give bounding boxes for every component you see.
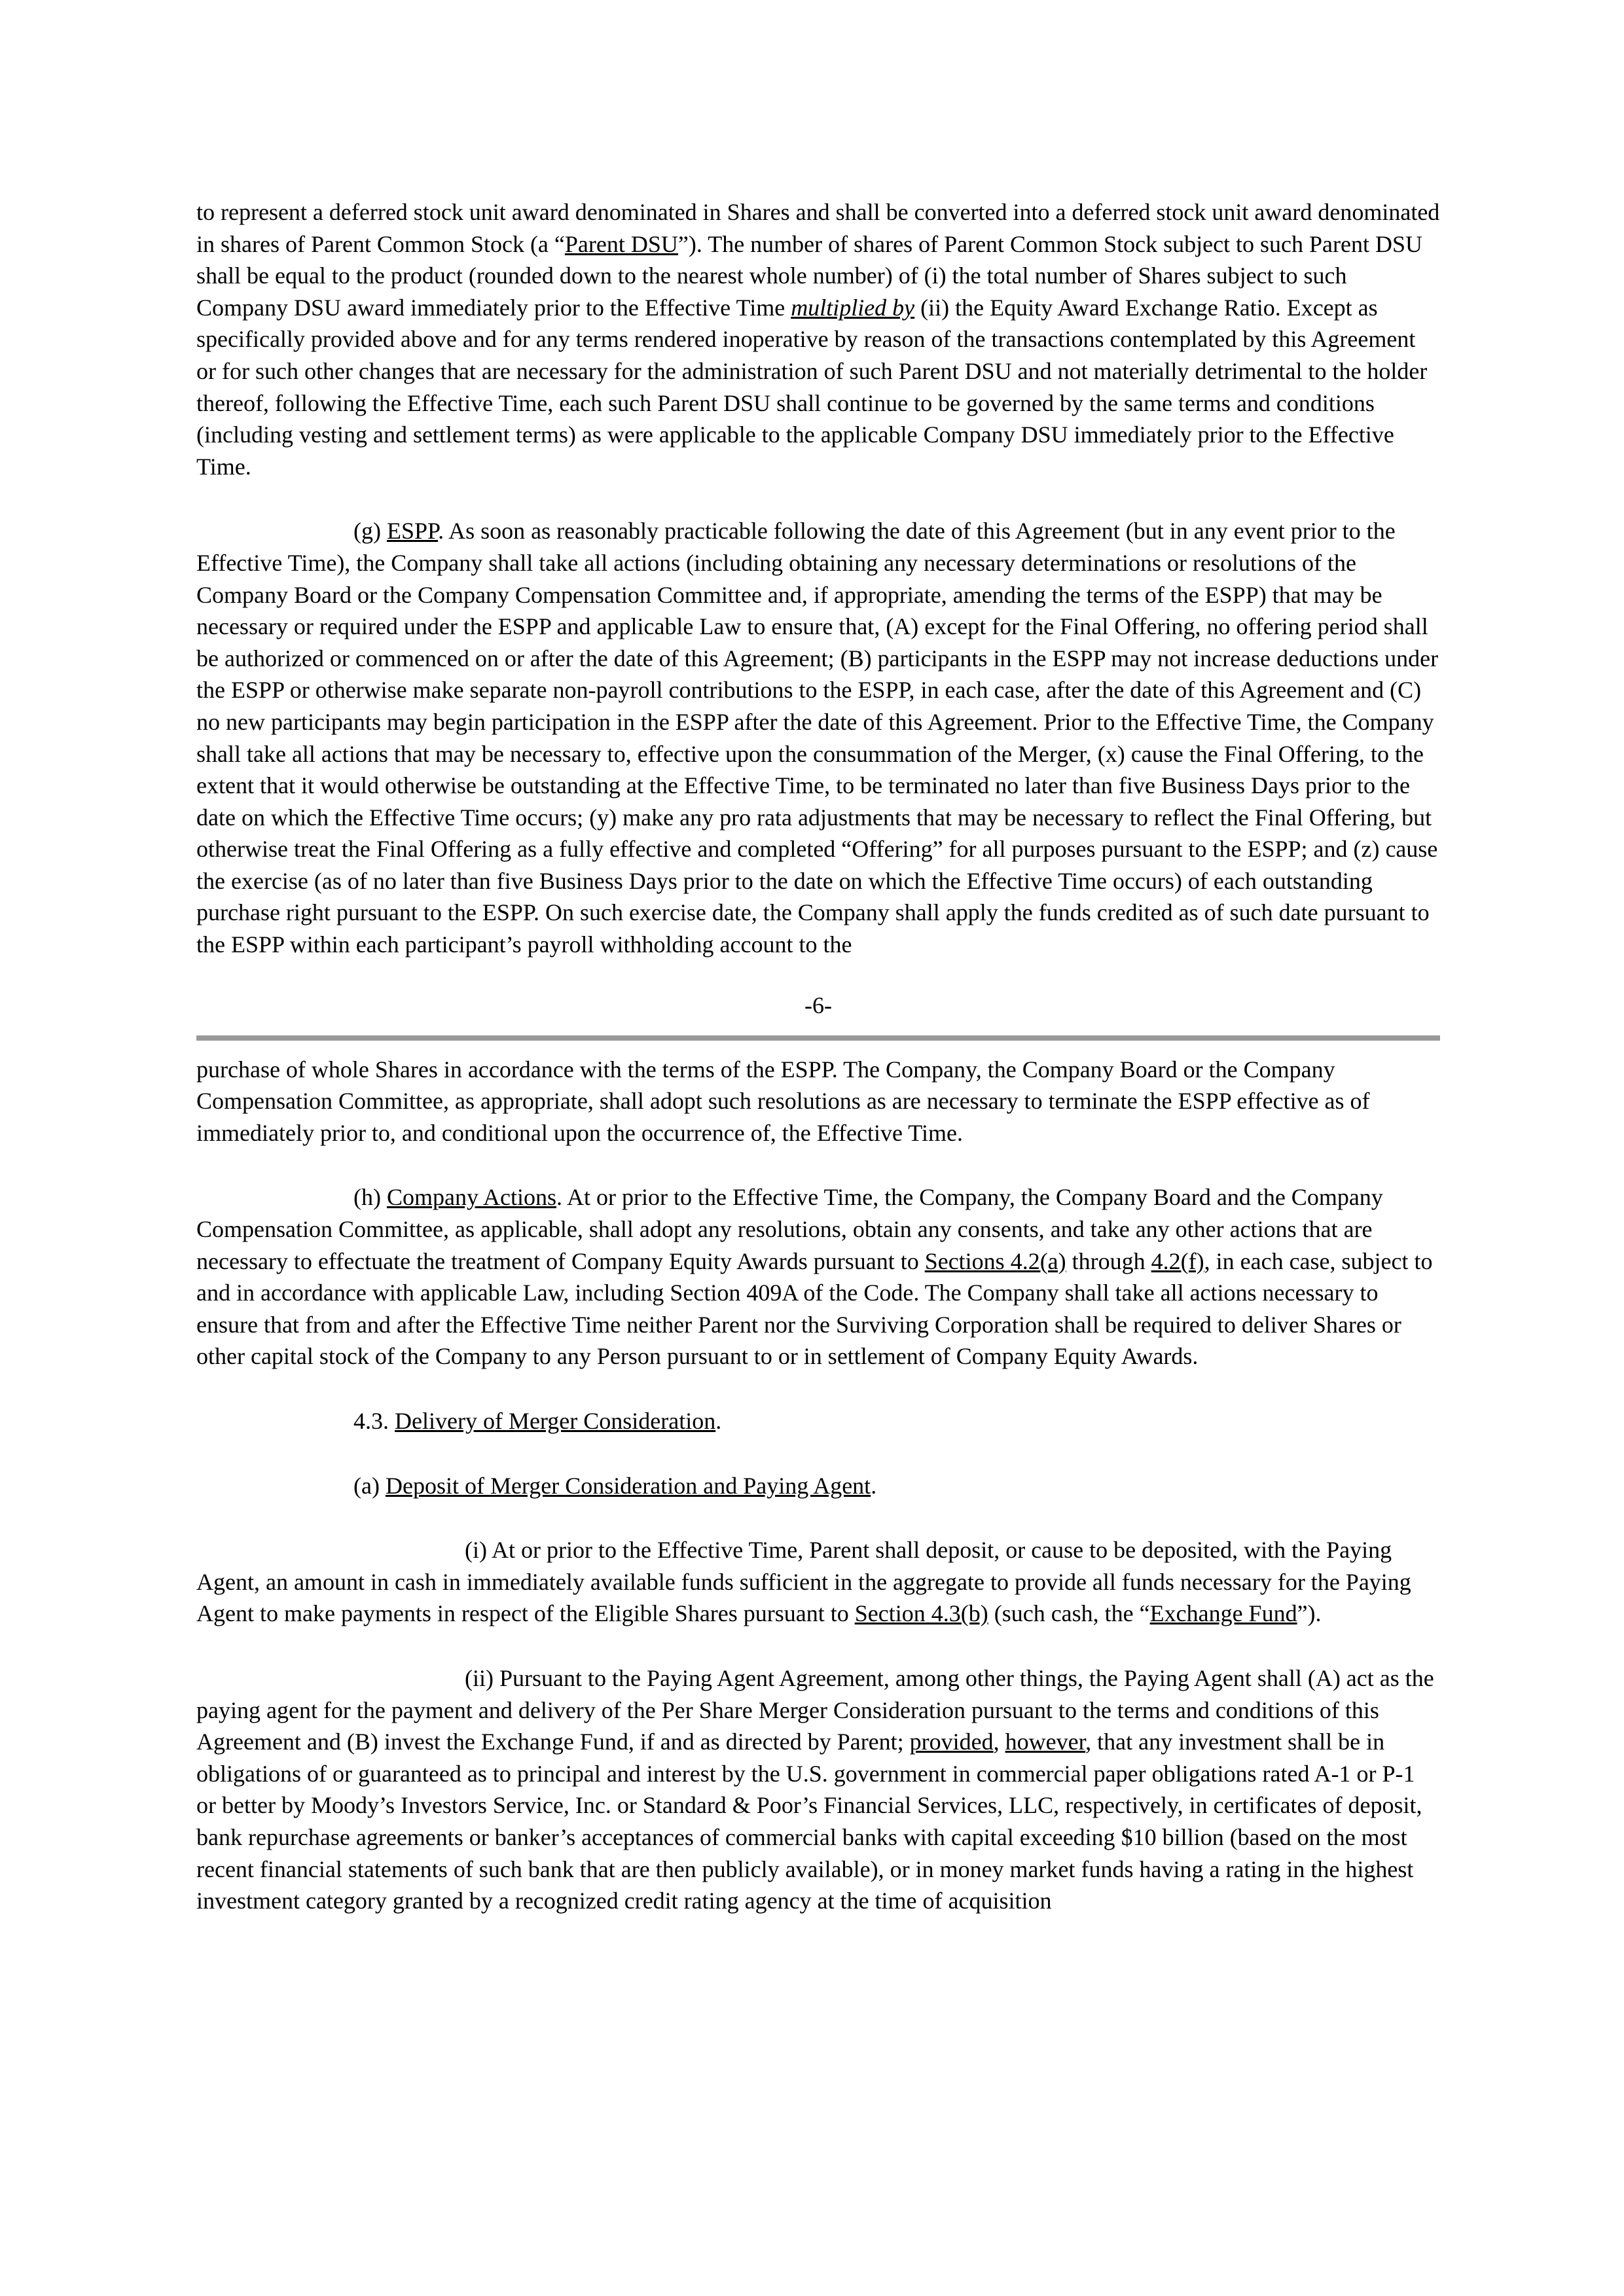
- text-run: (i) At or prior to the Effective Time, Parent shall deposit, or cause to be deposited, with the Paying Agent, an amount in cash in immediately available funds sufficient in the aggregate to provide all funds necessary for the Paying Agent to make payments in respect of the Eligible Shares pursuant to: [196, 1537, 1411, 1627]
- section-heading-4-3: [196, 1405, 1440, 1437]
- emphasis-however: however: [1005, 1729, 1086, 1755]
- text-run: (ii) Pursuant to the Paying Agent Agreement, among other things, the Paying Agent shall (A) act as the paying agent for the payment and delivery of the Per Share Merger Consideration pursuant to the terms and conditions of this Agreement and (B) invest the Exchange Fund, if and as directed by Parent;: [196, 1664, 1434, 1755]
- clause-label: (h): [353, 1184, 387, 1211]
- text-run: to represent a deferred stock unit award denominated in Shares and shall be converted into a deferred stock unit award denominated in shares of Parent Common Stock (a “: [196, 199, 1440, 257]
- paragraph-g-espp: [196, 515, 1440, 960]
- emphasis-multiplied-by: multiplied by: [791, 294, 915, 321]
- section-number: 4.3.: [353, 1408, 395, 1434]
- text-run: .: [715, 1408, 722, 1434]
- paragraph-i-deposit: [196, 1534, 1440, 1630]
- text-run: . As soon as reasonably practicable following the date of this Agreement (but in any event prior to the Effective Time), the Company shall take all actions (including obtaining any necessary determinations or resolutions of the Company Board or the Company Compensation Committee and, if appropriate, amending the terms of the ESPP) that may be necessary or required under the ESPP and applicable Law to ensure that, (A) except for the Final Offering, no offering period shall be authorized or commenced on or after the date of this Agreement; (B) participants in the ESPP may not increase deductions under the ESPP or otherwise make separate non-payroll contributions to the ESPP, in each case, after the date of this Agreement and (C) no new participants may begin participation in the ESPP after the date of this Agreement. Prior to the Effective Time, the Company shall take all actions that may be necessary to, effective upon the consummation of the Merger, (x) cause the Final Offering, to the extent that it would otherwise be outstanding at the Effective Time, to be terminated no later than five Business Days prior to the date on which the Effective Time occurs; (y) make any pro rata adjustments that may be necessary to reflect the Final Offering, but otherwise treat the Final Offering as a fully effective and completed “Offering” for all purposes pursuant to the ESPP; and (z) cause the exercise (as of no later than five Business Days prior to the date on which the Effective Time occurs) of each outstanding purchase right pursuant to the ESPP. On such exercise date, the Company shall apply the funds credited as of such date pursuant to the ESPP within each participant’s payroll withholding account to the: [196, 518, 1439, 958]
- page-break-divider: [196, 1035, 1440, 1041]
- paragraph-ii-paying-agent: [196, 1662, 1440, 1917]
- text-run: .: [871, 1472, 877, 1499]
- text-run: ”). The number of shares of Parent Common Stock subject to such Parent DSU shall be equal to the product (rounded down to the nearest whole number) of (i) the total number of Shares subject to such Company DSU award immediately prior to the Effective Time: [196, 230, 1423, 321]
- subsection-heading-a: [196, 1470, 1440, 1502]
- heading-company-actions: Company Actions: [386, 1184, 556, 1211]
- text-run: purchase of whole Shares in accordance with the terms of the ESPP. The Company, the Company Board or the Company Compensation Committee, as appropriate, shall adopt such resolutions as are necessary to terminate the ESPP effective as of immediately prior to, and conditional upon the occurrence of, the Effective Time.: [196, 1056, 1370, 1146]
- text-run: through: [1066, 1247, 1151, 1274]
- text-run: . At or prior to the Effective Time, the Company, the Company Board and the Company Compensation Committee, as applicable, shall adopt any resolutions, obtain any consents, and take any other actions that are necessary to effectuate the treatment of Company Equity Awards pursuant to: [196, 1184, 1383, 1274]
- heading-delivery-of-merger-consideration: Delivery of Merger Consideration: [395, 1408, 716, 1434]
- paragraph-parent-dsu-continuation: [196, 196, 1440, 482]
- text-run: , that any investment shall be in obligations of or guaranteed as to principal and interest by the U.S. government in commercial paper obligations rated A-1 or P-1 or better by Moody’s Investors Service, Inc. or Standard & Poor’s Financial Services, LLC, respectively, in certificates of deposit, bank repurchase agreements or banker’s acceptances of commercial banks with capital exceeding $10 billion (based on the most recent financial statements of such bank that are then publicly available), or in money market funds having a rating in the highest investment category granted by a recognized credit rating agency at the time of acquisition: [196, 1729, 1422, 1914]
- emphasis-provided: provided: [909, 1729, 994, 1755]
- text-run: , in each case, subject to and in accordance with applicable Law, including Section 409A of the Code. The Company shall take all actions necessary to ensure that from and after the Effective Time neither Parent nor the Surviving Corporation shall be required to deliver Shares or other capital stock of the Company to any Person pursuant to or in settlement of Company Equity Awards.: [196, 1247, 1433, 1370]
- text-run: ”).: [1297, 1600, 1322, 1627]
- text-run: ,: [993, 1729, 1005, 1755]
- cross-reference-section-4-3-b: Section 4.3(b): [854, 1600, 988, 1627]
- cross-reference-4-2-f: 4.2(f): [1151, 1247, 1204, 1274]
- heading-espp: ESPP: [386, 518, 439, 545]
- text-run: (such cash, the “: [988, 1600, 1150, 1627]
- heading-deposit-of-merger-consideration: Deposit of Merger Consideration and Paying Agent: [385, 1472, 871, 1499]
- text-run: (ii) the Equity Award Exchange Ratio. Except as specifically provided above and for any terms rendered inoperative by reason of the transactions contemplated by this Agreement or for such other changes that are necessary for the administration of such Parent DSU and not materially detrimental to the holder thereof, following the Effective Time, each such Parent DSU shall continue to be governed by the same terms and conditions (including vesting and settlement terms) as were applicable to the applicable Company DSU immediately prior to the Effective Time.: [196, 294, 1428, 480]
- defined-term-parent-dsu: Parent DSU: [564, 230, 678, 257]
- paragraph-h-company-actions: [196, 1181, 1440, 1372]
- clause-label: (g): [353, 518, 387, 545]
- clause-label: (a): [353, 1472, 386, 1499]
- cross-reference-sections-4-2-a: Sections 4.2(a): [924, 1247, 1066, 1274]
- defined-term-exchange-fund: Exchange Fund: [1149, 1600, 1297, 1627]
- paragraph-espp-continuation: [196, 1054, 1440, 1149]
- page-number: -6-: [804, 992, 832, 1018]
- document-page: [196, 196, 1440, 1917]
